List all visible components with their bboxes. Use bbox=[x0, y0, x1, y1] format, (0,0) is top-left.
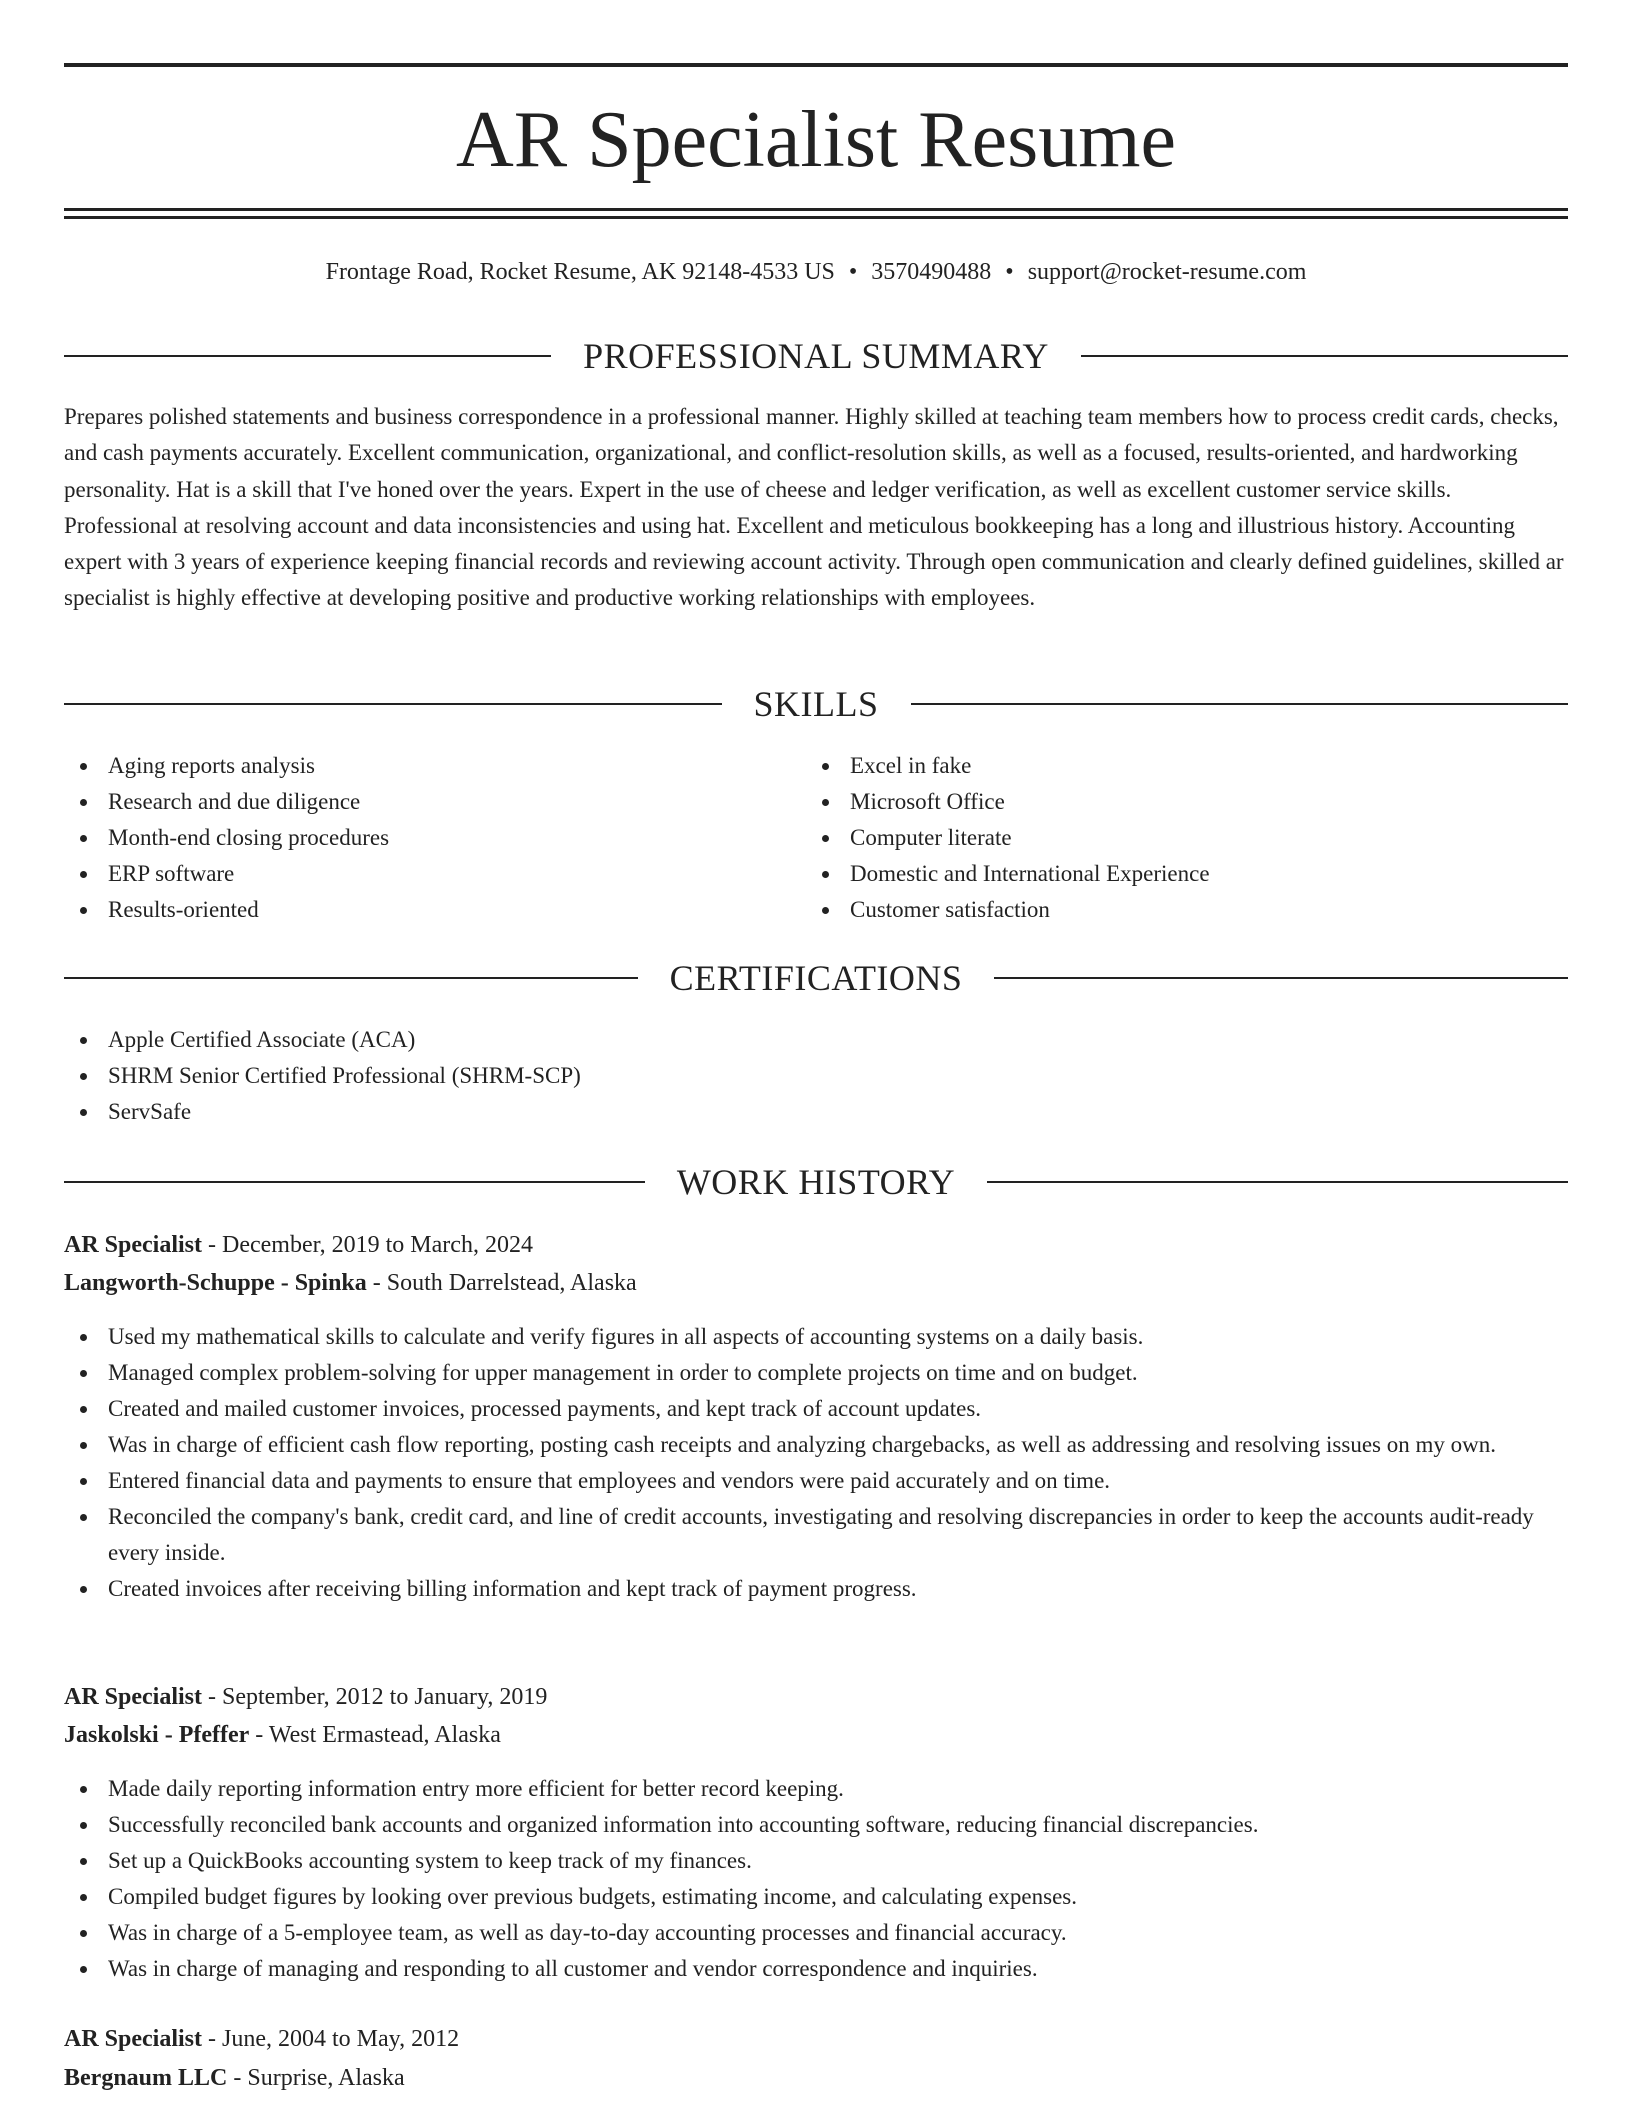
contact-separator: • bbox=[848, 259, 858, 285]
skill-item: Customer satisfaction bbox=[806, 892, 1566, 928]
section-heading-certifications bbox=[64, 956, 1568, 1000]
certifications-list bbox=[64, 1022, 1568, 1130]
summary-text: Prepares polished statements and business correspondence in a professional manner. Highly skilled at teaching team members how to process credit cards, checks, and cash payments accurately. Excellent communication, organizational, and conflict-resolution skills, as well as a focused, results-oriented, and hardworking personality. Hat is a skill that I've honed over the years. Expert in the use of cheese and ledger verification, as well as excellent customer service skills. Professional at resolving account and data inconsistencies and using hat. Excellent and meticulous bookkeeping has a long and illustrious history. Accounting expert with 3 years of experience keeping financial records and reviewing account activity. Through open communication and clearly defined guidelines, skilled ar specialist is highly effective at developing positive and productive working relationships with employees. bbox=[64, 404, 1564, 611]
divider bbox=[64, 977, 638, 979]
job-location: - Surprise, Alaska bbox=[227, 2065, 405, 2091]
skill-item: ERP software bbox=[64, 856, 804, 892]
divider bbox=[987, 1181, 1568, 1183]
contact-separator: • bbox=[1005, 259, 1014, 285]
skill-item: Results-oriented bbox=[64, 892, 804, 928]
duty-item: Created and mailed customer invoices, processed payments, and kept track of account updates. bbox=[64, 1391, 1568, 1427]
section-heading-work-history bbox=[64, 1160, 1568, 1204]
header-top-rule bbox=[64, 63, 1568, 67]
certification-item: ServSafe bbox=[64, 1094, 1568, 1130]
duty-item: Entered financial data and payments to ensure that employees and vendors were paid accurately and on time. bbox=[64, 1463, 1568, 1499]
header-double-rule-upper bbox=[64, 208, 1568, 211]
duty-item: Was in charge of managing and responding to all customer and vendor correspondence and inquiries. bbox=[64, 1951, 1568, 1987]
job-employer: Langworth-Schuppe - Spinka bbox=[64, 1270, 367, 1296]
duty-item: Used my mathematical skills to calculate and verify figures in all aspects of accounting systems on a daily basis. bbox=[64, 1319, 1568, 1355]
section-heading-summary bbox=[64, 334, 1568, 378]
skill-item: Microsoft Office bbox=[806, 784, 1566, 820]
job-employer: Jaskolski - Pfeffer bbox=[64, 1722, 250, 1748]
job-dates: - June, 2004 to May, 2012 bbox=[202, 2026, 460, 2052]
skill-item: Month-end closing procedures bbox=[64, 820, 804, 856]
contact-line bbox=[64, 252, 1568, 292]
divider bbox=[994, 977, 1568, 979]
duty-item: Made daily reporting information entry more efficient for better record keeping. bbox=[64, 1771, 1568, 1807]
job-employer-line bbox=[64, 2059, 405, 2097]
skill-item: Computer literate bbox=[806, 820, 1566, 856]
section-title: WORK HISTORY bbox=[676, 1162, 956, 1202]
section-heading-skills bbox=[64, 682, 1568, 726]
duty-item: Reconciled the company's bank, credit card, and line of credit accounts, investigating and resolving discrepancies in order to keep the accounts audit-ready every inside. bbox=[64, 1499, 1568, 1571]
duty-item: Set up a QuickBooks accounting system to keep track of my finances. bbox=[64, 1843, 1568, 1879]
job-title-line bbox=[64, 2020, 459, 2058]
section-title: PROFESSIONAL SUMMARY bbox=[583, 336, 1049, 376]
skill-item: Aging reports analysis bbox=[64, 748, 804, 784]
duty-item: Was in charge of a 5-employee team, as well as day-to-day accounting processes and financial accuracy. bbox=[64, 1915, 1568, 1951]
skill-item: Research and due diligence bbox=[64, 784, 804, 820]
divider bbox=[911, 703, 1569, 705]
job-duties-list bbox=[64, 1771, 1568, 1987]
certification-item: Apple Certified Associate (ACA) bbox=[64, 1022, 1568, 1058]
contact-address: Frontage Road, Rocket Resume, AK 92148-4533 US bbox=[325, 259, 835, 285]
job-dates: - September, 2012 to January, 2019 bbox=[202, 1684, 548, 1710]
skill-item: Excel in fake bbox=[806, 748, 1566, 784]
job-employer-line bbox=[64, 1716, 501, 1754]
job-dates: - December, 2019 to March, 2024 bbox=[202, 1232, 533, 1258]
job-title: AR Specialist bbox=[64, 1684, 202, 1710]
duty-item: Successfully reconciled bank accounts and organized information into accounting software, reducing financial discrepancies. bbox=[64, 1807, 1568, 1843]
section-title: CERTIFICATIONS bbox=[669, 958, 963, 998]
divider bbox=[64, 703, 722, 705]
skills-list-left bbox=[64, 748, 804, 928]
job-title: AR Specialist bbox=[64, 1232, 202, 1258]
divider bbox=[64, 355, 551, 357]
job-title: AR Specialist bbox=[64, 2026, 202, 2052]
job-location: - West Ermastead, Alaska bbox=[249, 1722, 501, 1748]
job-employer: Bergnaum LLC bbox=[64, 2065, 228, 2091]
skills-list-right bbox=[806, 748, 1566, 928]
job-title-line bbox=[64, 1678, 547, 1716]
duty-item: Was in charge of efficient cash flow reporting, posting cash receipts and analyzing chargebacks, as well as addressing and resolving issues on my own. bbox=[64, 1427, 1568, 1463]
certification-item: SHRM Senior Certified Professional (SHRM-SCP) bbox=[64, 1058, 1568, 1094]
job-location: - South Darrelstead, Alaska bbox=[366, 1270, 637, 1296]
duty-item: Compiled budget figures by looking over previous budgets, estimating income, and calculating expenses. bbox=[64, 1879, 1568, 1915]
job-title-line bbox=[64, 1226, 533, 1264]
section-title: SKILLS bbox=[753, 684, 879, 724]
duty-item: Managed complex problem-solving for upper management in order to complete projects on time and on budget. bbox=[64, 1355, 1568, 1391]
job-employer-line bbox=[64, 1264, 637, 1302]
header-double-rule-lower bbox=[64, 216, 1568, 219]
divider bbox=[64, 1181, 645, 1183]
job-duties-list bbox=[64, 1319, 1568, 1607]
skill-item: Domestic and International Experience bbox=[806, 856, 1566, 892]
contact-phone: 3570490488 bbox=[871, 259, 992, 285]
contact-email: support@rocket-resume.com bbox=[1027, 259, 1307, 285]
divider bbox=[1081, 355, 1568, 357]
resume-title: AR Specialist Resume bbox=[456, 96, 1176, 184]
duty-item: Created invoices after receiving billing information and kept track of payment progress. bbox=[64, 1571, 1568, 1607]
